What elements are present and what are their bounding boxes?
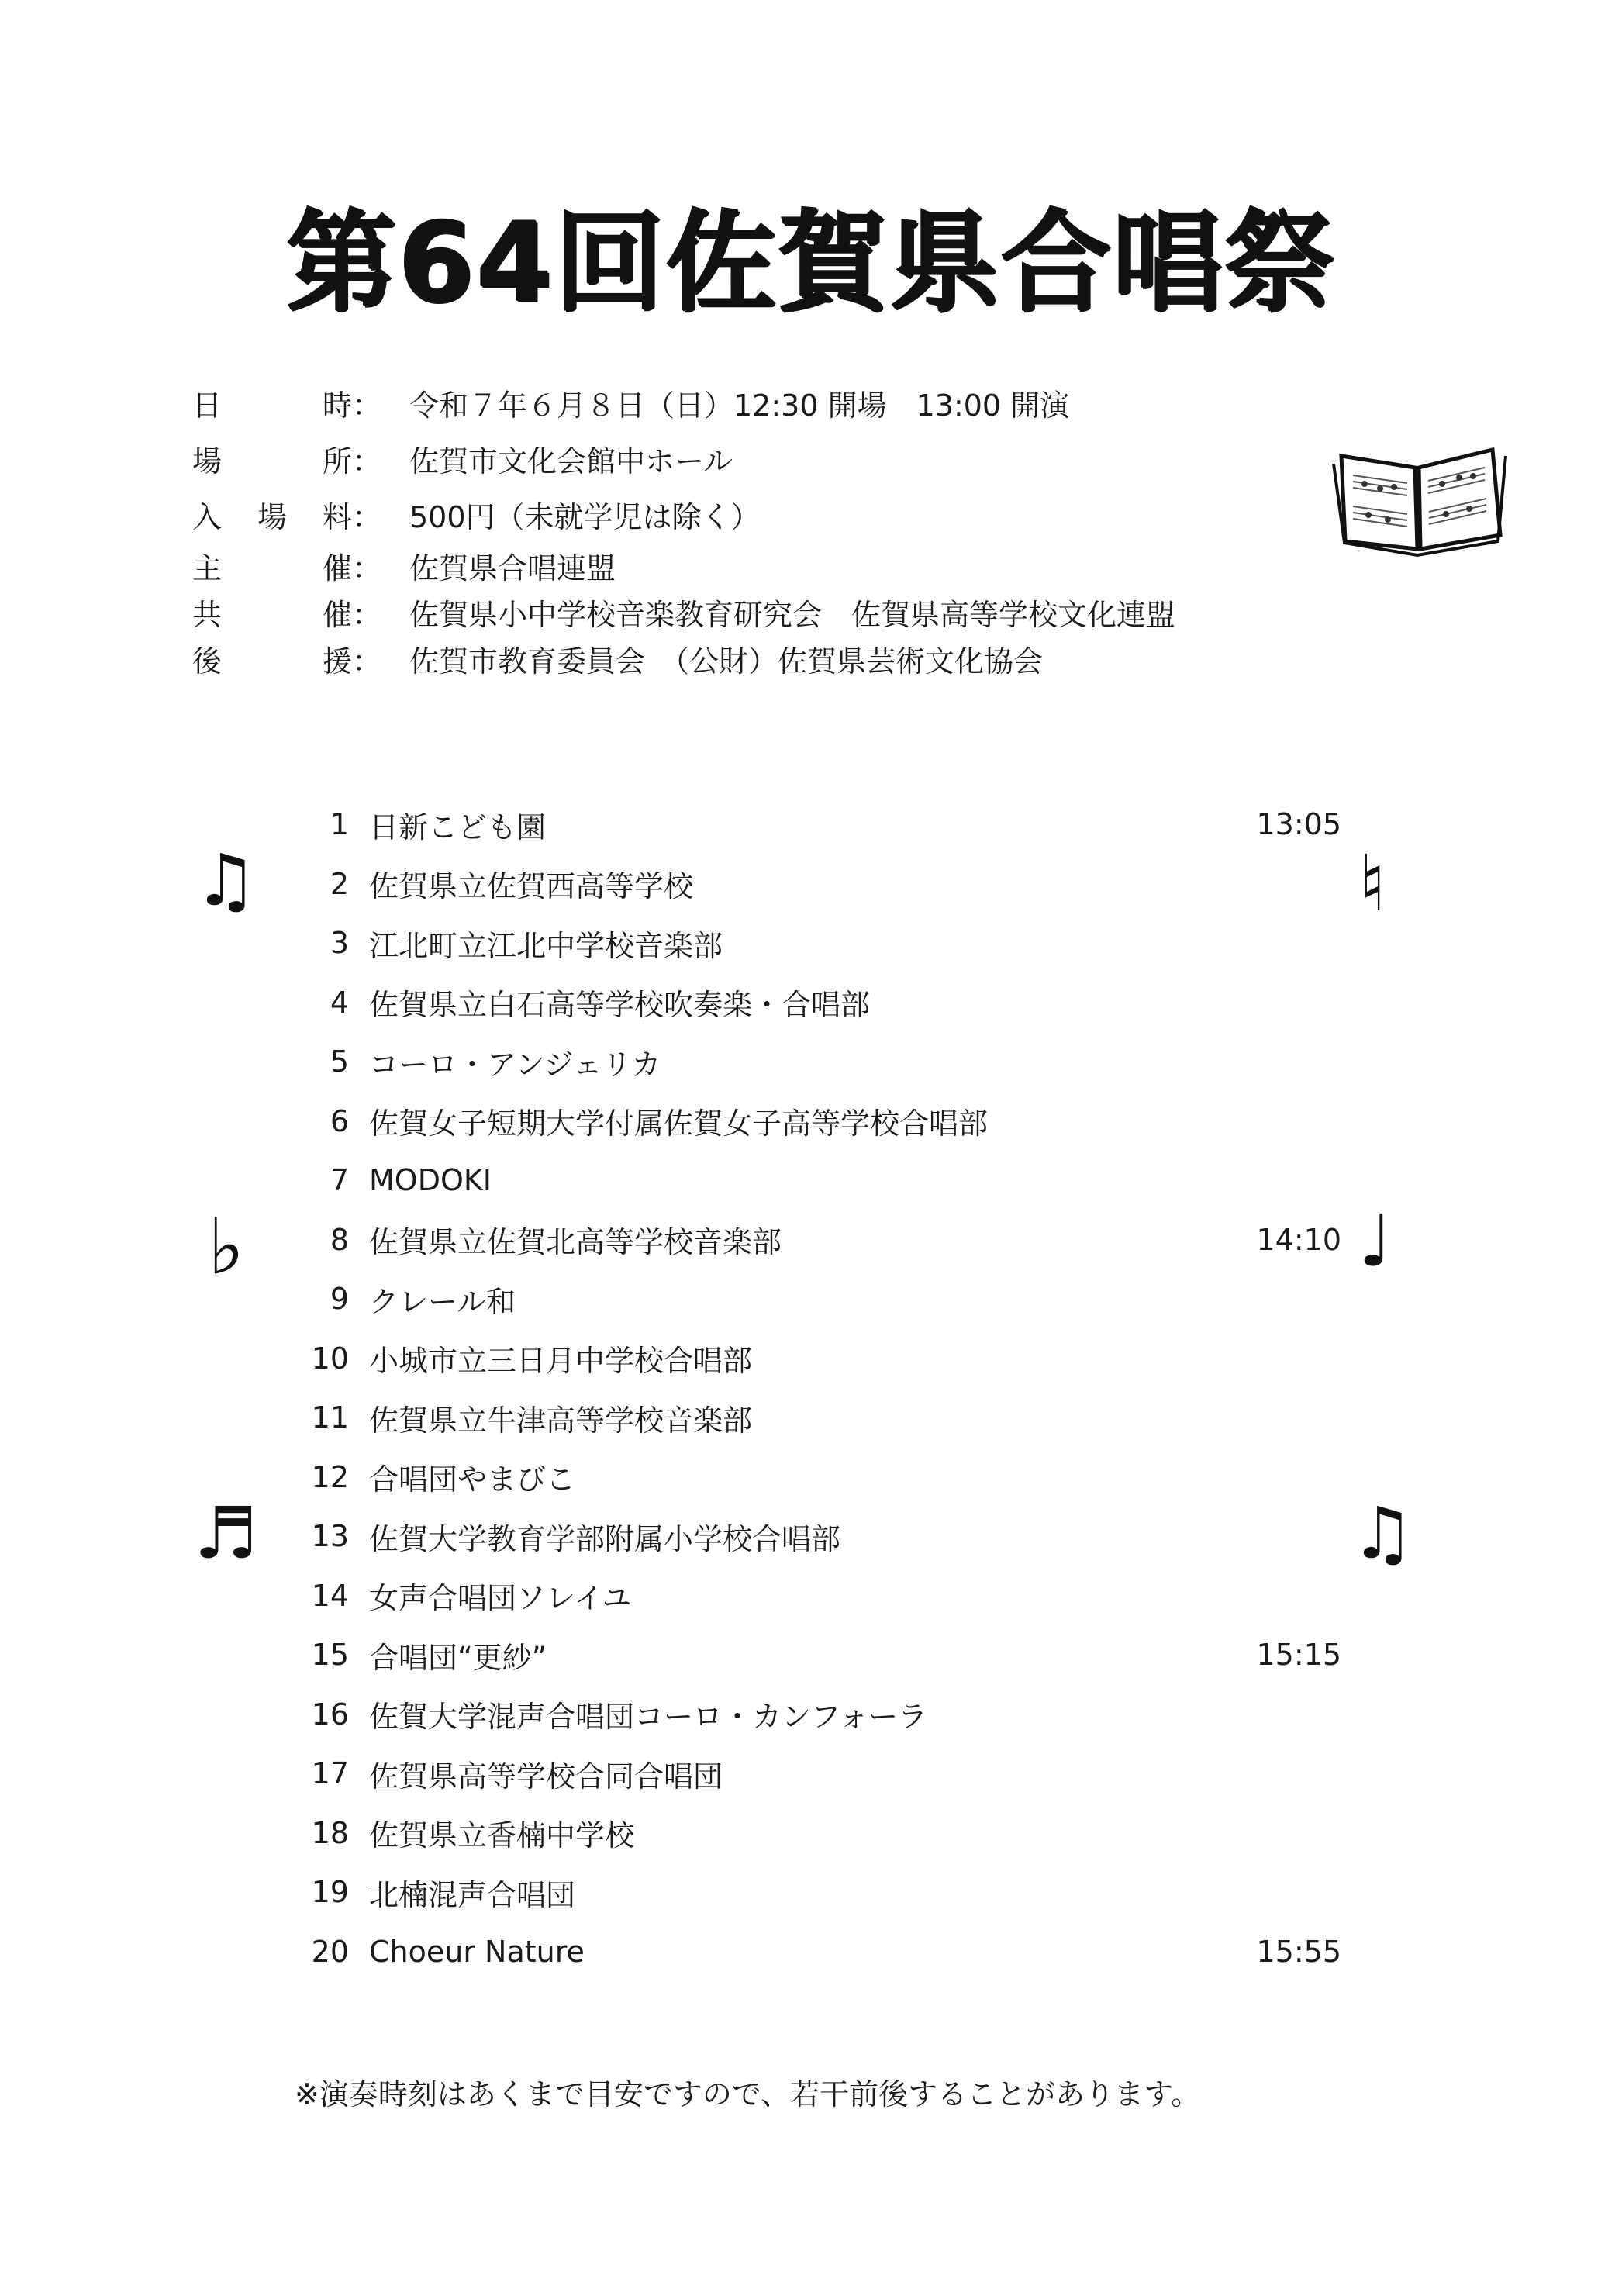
- program-number: 2: [330, 866, 349, 901]
- program-number: 3: [330, 926, 349, 961]
- program-item: [287, 855, 1341, 914]
- program-item: [287, 1507, 1341, 1566]
- program-number: 6: [330, 1103, 349, 1138]
- program-time: 15:55: [1256, 1934, 1341, 1969]
- program-item: [287, 1151, 1341, 1210]
- info-row-admission: [192, 486, 1433, 542]
- program-time: 14:10: [1256, 1222, 1341, 1257]
- info-value: 佐賀県合唱連盟: [409, 551, 616, 585]
- program-number: 18: [311, 1815, 349, 1850]
- program-performer: 小城市立三日月中学校合唱部: [369, 1344, 753, 1379]
- page-title: 第64回佐賀県合唱祭: [286, 199, 1336, 327]
- program-performer: 北楠混声合唱団: [369, 1877, 576, 1912]
- program-item: [287, 1269, 1341, 1329]
- footnote: ※演奏時刻はあくまで目安ですので、若干前後することがあります。: [295, 2077, 1201, 2111]
- program-performer: 佐賀県立佐賀北高等学校音楽部: [369, 1225, 782, 1260]
- program-number: 11: [311, 1400, 349, 1435]
- program-item: [287, 1863, 1341, 1922]
- info-value: 佐賀市教育委員会 （公財）佐賀県芸術文化協会: [409, 644, 1044, 678]
- info-row-organizer: [192, 542, 1433, 589]
- program-performer: コーロ・アンジェリカ: [369, 1047, 661, 1082]
- program-performer: MODOKI: [369, 1163, 492, 1198]
- info-label: 場 所：: [192, 444, 381, 478]
- program-number: 7: [330, 1163, 349, 1198]
- info-label: 後 援：: [192, 644, 381, 678]
- program-performer: 佐賀県立香楠中学校: [369, 1818, 635, 1853]
- program-item: [287, 1329, 1341, 1389]
- program-item: [287, 1210, 1341, 1270]
- beamed-eighth-notes-icon: ♫: [194, 839, 258, 922]
- program-performer: 日新こども園: [369, 810, 547, 844]
- program-performer: 合唱団“更紗”: [369, 1640, 547, 1675]
- info-row-datetime: [192, 375, 1433, 430]
- info-value: 500円（未就学児は除く）: [409, 499, 761, 534]
- program-item: [287, 973, 1341, 1033]
- program-list: [287, 795, 1341, 1981]
- program-performer: 佐賀大学教育学部附属小学校合唱部: [369, 1521, 841, 1556]
- program-performer: 佐賀大学混声合唱団コーロ・カンフォーラ: [369, 1700, 928, 1735]
- program-item: [287, 1388, 1341, 1448]
- program-item: [287, 1092, 1341, 1151]
- program-performer: Choeur Nature: [369, 1934, 585, 1969]
- info-value: 佐賀市文化会館中ホール: [409, 444, 733, 478]
- program-item: [287, 1566, 1341, 1626]
- program-item: [287, 1685, 1341, 1745]
- program-number: 10: [311, 1341, 349, 1376]
- program-performer: 佐賀県立牛津高等学校音楽部: [369, 1403, 753, 1438]
- program-item: [287, 1625, 1341, 1685]
- info-value: 令和７年６月８日（日）12:30 開場 13:00 開演: [409, 388, 1070, 423]
- program-number: 20: [311, 1934, 349, 1969]
- program-time: 15:15: [1256, 1638, 1341, 1673]
- info-label: 日 時：: [192, 388, 381, 423]
- info-label: 主 催：: [192, 551, 381, 585]
- beamed-eighth-notes-icon: ♫: [1351, 1492, 1415, 1575]
- program-item: [287, 1744, 1341, 1804]
- program-number: 19: [311, 1875, 349, 1910]
- program-number: 8: [330, 1222, 349, 1257]
- program-item: [287, 1032, 1341, 1092]
- program-number: 13: [311, 1519, 349, 1554]
- info-row-venue: [192, 430, 1433, 486]
- program-item: [287, 1922, 1341, 1982]
- program-number: 16: [311, 1697, 349, 1731]
- program-item: [287, 1804, 1341, 1863]
- info-label: 入 場 料：: [192, 499, 381, 534]
- program-item: [287, 795, 1341, 855]
- program-time: 13:05: [1256, 807, 1341, 842]
- program-number: 15: [311, 1638, 349, 1673]
- quarter-note-icon: ♩: [1358, 1200, 1393, 1283]
- program-number: 12: [311, 1459, 349, 1494]
- program-item: [287, 1448, 1341, 1507]
- info-row-cosponsor: [192, 589, 1433, 635]
- program-performer: 佐賀県立佐賀西高等学校: [369, 869, 694, 904]
- program-performer: 女声合唱団ソレイユ: [369, 1581, 632, 1616]
- program-number: 14: [311, 1578, 349, 1613]
- info-row-support: [192, 635, 1433, 682]
- program-number: 17: [311, 1756, 349, 1791]
- program-performer: 佐賀県高等学校合同合唱団: [369, 1759, 723, 1794]
- music-score-book-icon: [1326, 433, 1512, 565]
- program-number: 9: [330, 1282, 349, 1317]
- program-performer: 合唱団やまびこ: [369, 1462, 576, 1497]
- program-number: 4: [330, 985, 349, 1020]
- event-info: [192, 375, 1433, 682]
- program-number: 5: [330, 1044, 349, 1079]
- natural-sign-icon: ♮: [1358, 838, 1386, 929]
- info-label: 共 催：: [192, 597, 381, 632]
- program-performer: 佐賀県立白石高等学校吹奏楽・合唱部: [369, 988, 871, 1023]
- flat-sign-icon: ♭: [208, 1201, 245, 1292]
- beamed-sixteenth-notes-icon: ♬: [194, 1492, 258, 1575]
- info-value: 佐賀県小中学校音楽教育研究会 佐賀県高等学校文化連盟: [409, 597, 1176, 632]
- program-number: 1: [330, 807, 349, 842]
- program-performer: クレール和: [369, 1284, 516, 1319]
- program-performer: 江北町立江北中学校音楽部: [369, 928, 723, 963]
- program-item: [287, 913, 1341, 973]
- program-performer: 佐賀女子短期大学付属佐賀女子高等学校合唱部: [369, 1107, 989, 1141]
